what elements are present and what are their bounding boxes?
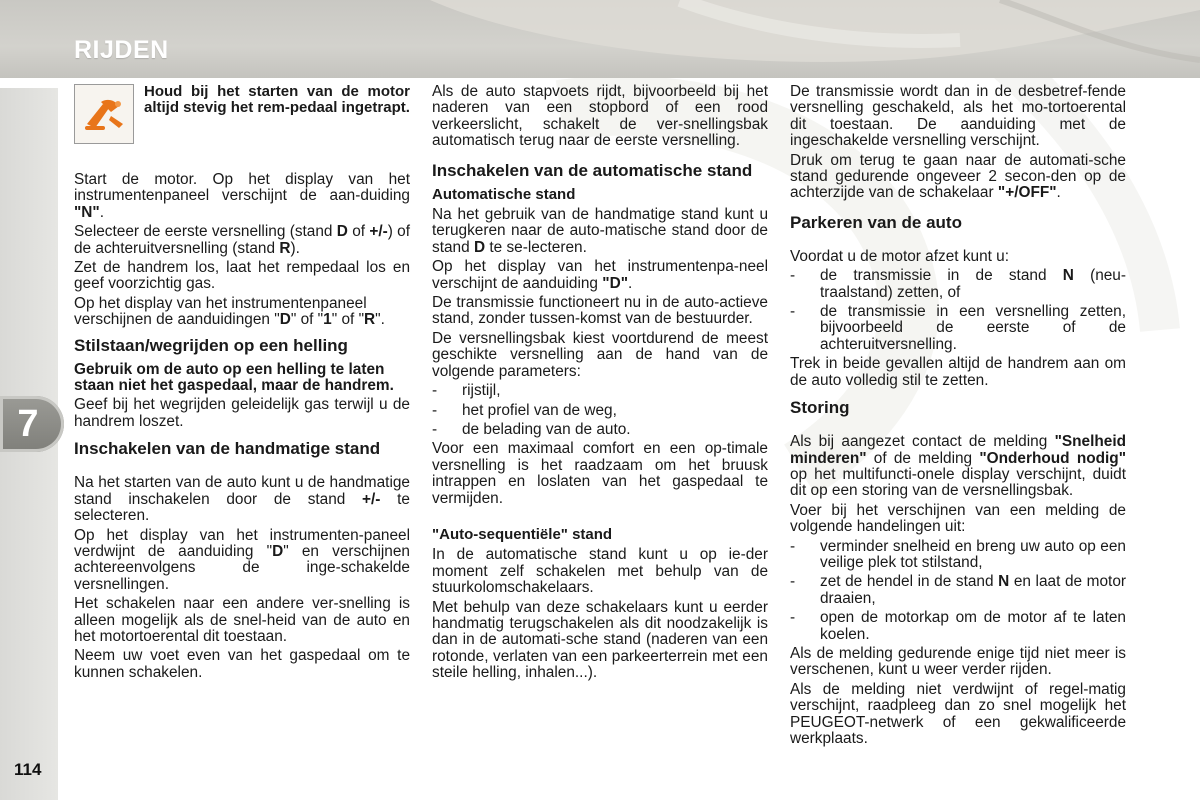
- header-band: [0, 0, 1200, 78]
- paragraph: Met behulp van deze schakelaars kunt u eerder handmatig terugschakelen als dit noodzakelijk is dan in de automati-sche stand (naderen van een rotonde, verlaten van een parkeerterrein met een steile helling, inhalen...).: [432, 598, 768, 682]
- list-item: - verminder snelheid en breng uw auto op een veilige plek tot stilstand,: [790, 537, 1126, 571]
- section-heading: Inschakelen van de handmatige stand: [74, 439, 381, 459]
- paragraph: Op het display van het instrumentenpa-neel verschijnt de aanduiding "D".: [432, 258, 768, 292]
- warning-text: Houd bij het starten van de motor altijd stevig het rem-pedaal ingetrapt.: [144, 83, 410, 117]
- paragraph: Zet de handrem los, laat het rempedaal los en geef voorzichtig gas.: [74, 259, 410, 293]
- chapter-number: 7: [17, 402, 39, 445]
- parameter-list: [432, 383, 768, 438]
- paragraph: Trek in beide gevallen altijd de handrem aan om de auto volledig stil te zetten.: [790, 355, 1126, 389]
- paragraph: In de automatische stand kunt u op ie-der moment zelf schakelen met behulp van de stuurkolomschakelaars.: [432, 546, 768, 597]
- chapter-tab[interactable]: [0, 396, 64, 452]
- list-item: - de belading van de auto.: [432, 420, 631, 438]
- subsection-heading: Automatische stand: [432, 185, 576, 203]
- warning-box: [74, 84, 410, 144]
- paragraph: Geef bij het wegrijden geleidelijk gas terwijl u de handrem loszet.: [74, 396, 410, 430]
- list-item: - rijstijl,: [432, 382, 501, 400]
- section-heading: Storing: [790, 398, 850, 418]
- paragraph: Voor een maximaal comfort en een op-timale versnelling is het raadzaam om het bruusk intrappen en loslaten van het gaspedaal te vermijden.: [432, 440, 768, 507]
- paragraph: De transmissie wordt dan in de desbetref-fende versnelling geschakeld, als het mo-tortoerental dit toestaan. De aanduiding met de ingeschakelde versnelling verschijnt.: [790, 83, 1126, 150]
- section-heading: Stilstaan/wegrijden op een helling: [74, 335, 348, 355]
- paragraph: Voer bij het verschijnen van een melding de volgende handelingen uit:: [790, 501, 1126, 536]
- list-item: - open de motorkap om de motor af te laten koelen.: [790, 609, 1126, 643]
- paragraph: Op het display van het instrumenten-paneel verdwijnt de aanduiding "D" en verschijnen achtereenvolgens de inge-schakelde versnellingen.: [74, 526, 410, 593]
- paragraph: Na het gebruik van de handmatige stand kunt u terugkeren naar de auto-matische stand door de stand D te se-lecteren.: [432, 206, 768, 256]
- paragraph: Voordat u de motor afzet kunt u:: [790, 247, 1010, 265]
- paragraph: Na het starten van de auto kunt u de handmatige stand inschakelen door de stand +/- te selecteren.: [74, 474, 410, 525]
- paragraph: Selecteer de eerste versnelling (stand D of +/-) of de achteruitversnelling (stand R).: [74, 223, 411, 257]
- column-1: [74, 84, 410, 684]
- list-item: - de transmissie in een versnelling zetten, bijvoorbeeld de eerste of de achteruitversnelling.: [790, 303, 1126, 353]
- paragraph: Start de motor. Op het display van het instrumentenpaneel verschijnt de aan-duiding "N".: [74, 171, 410, 221]
- section-heading: Parkeren van de auto: [790, 212, 962, 232]
- fault-list: [790, 539, 1126, 643]
- section-heading: Inschakelen van de automatische stand: [432, 160, 753, 180]
- paragraph: Als bij aangezet contact de melding "Snelheid minderen" of de melding "Onderhoud nodig" op het multifuncti-onele display verschijnt, duidt dit op een storing van de versnellingsbak.: [790, 433, 1126, 500]
- paragraph: De versnellingsbak kiest voortdurend de meest geschikte versnelling aan de hand van de volgende parameters:: [432, 329, 768, 380]
- paragraph: Neem uw voet even van het gaspedaal om te kunnen schakelen.: [74, 647, 410, 681]
- list-item: - zet de hendel in de stand N en laat de motor draaien,: [790, 573, 1127, 607]
- column-2: [432, 84, 768, 685]
- paragraph: De transmissie functioneert nu in de auto-actieve stand, zonder tussen-komst van de bestuurder.: [432, 294, 768, 328]
- header-swirl: [0, 0, 1200, 78]
- list-item: - de transmissie in de stand N (neu-traalstand) zetten, of: [790, 267, 1126, 301]
- page-title: RIJDEN: [74, 36, 169, 64]
- foot-on-brake-pedal-icon: [74, 84, 134, 144]
- column-3: [790, 84, 1126, 750]
- list-item: - het profiel van de weg,: [432, 401, 617, 419]
- page-number: 114: [14, 760, 42, 779]
- paragraph: Als de melding gedurende enige tijd niet meer is verschenen, kunt u weer verder rijden.: [790, 644, 1126, 679]
- paragraph: Druk om terug te gaan naar de automati-sche stand gedurende ongeveer 2 secon-den op de achterzijde van de schakelaar "+/OFF".: [790, 151, 1126, 202]
- subsection-heading: "Auto-sequentiële" stand: [432, 525, 613, 543]
- paragraph: Als de melding niet verdwijnt of regel-matig verschijnt, raadpleeg dan zo snel mogelijk het PEUGEOT-netwerk of een gekwalificeerde werkplaats.: [790, 680, 1126, 747]
- paragraph: Als de auto stapvoets rijdt, bijvoorbeeld bij het naderen van een stopbord of een rood verkeerslicht, schakelt de ver-snellingsbak automatisch terug naar de eerste versnelling.: [432, 83, 768, 150]
- warning-paragraph: Gebruik om de auto op een helling te laten staan niet het gaspedaal, maar de handrem.: [74, 360, 394, 395]
- parking-list: [790, 268, 1126, 353]
- paragraph: Op het display van het instrumentenpaneel verschijnen de aanduidingen "D" of "1" of "R".: [74, 294, 385, 329]
- paragraph: Het schakelen naar een andere ver-snelling is alleen mogelijk als de snel-heid van de auto en het motortoerental dit toestaan.: [74, 595, 410, 645]
